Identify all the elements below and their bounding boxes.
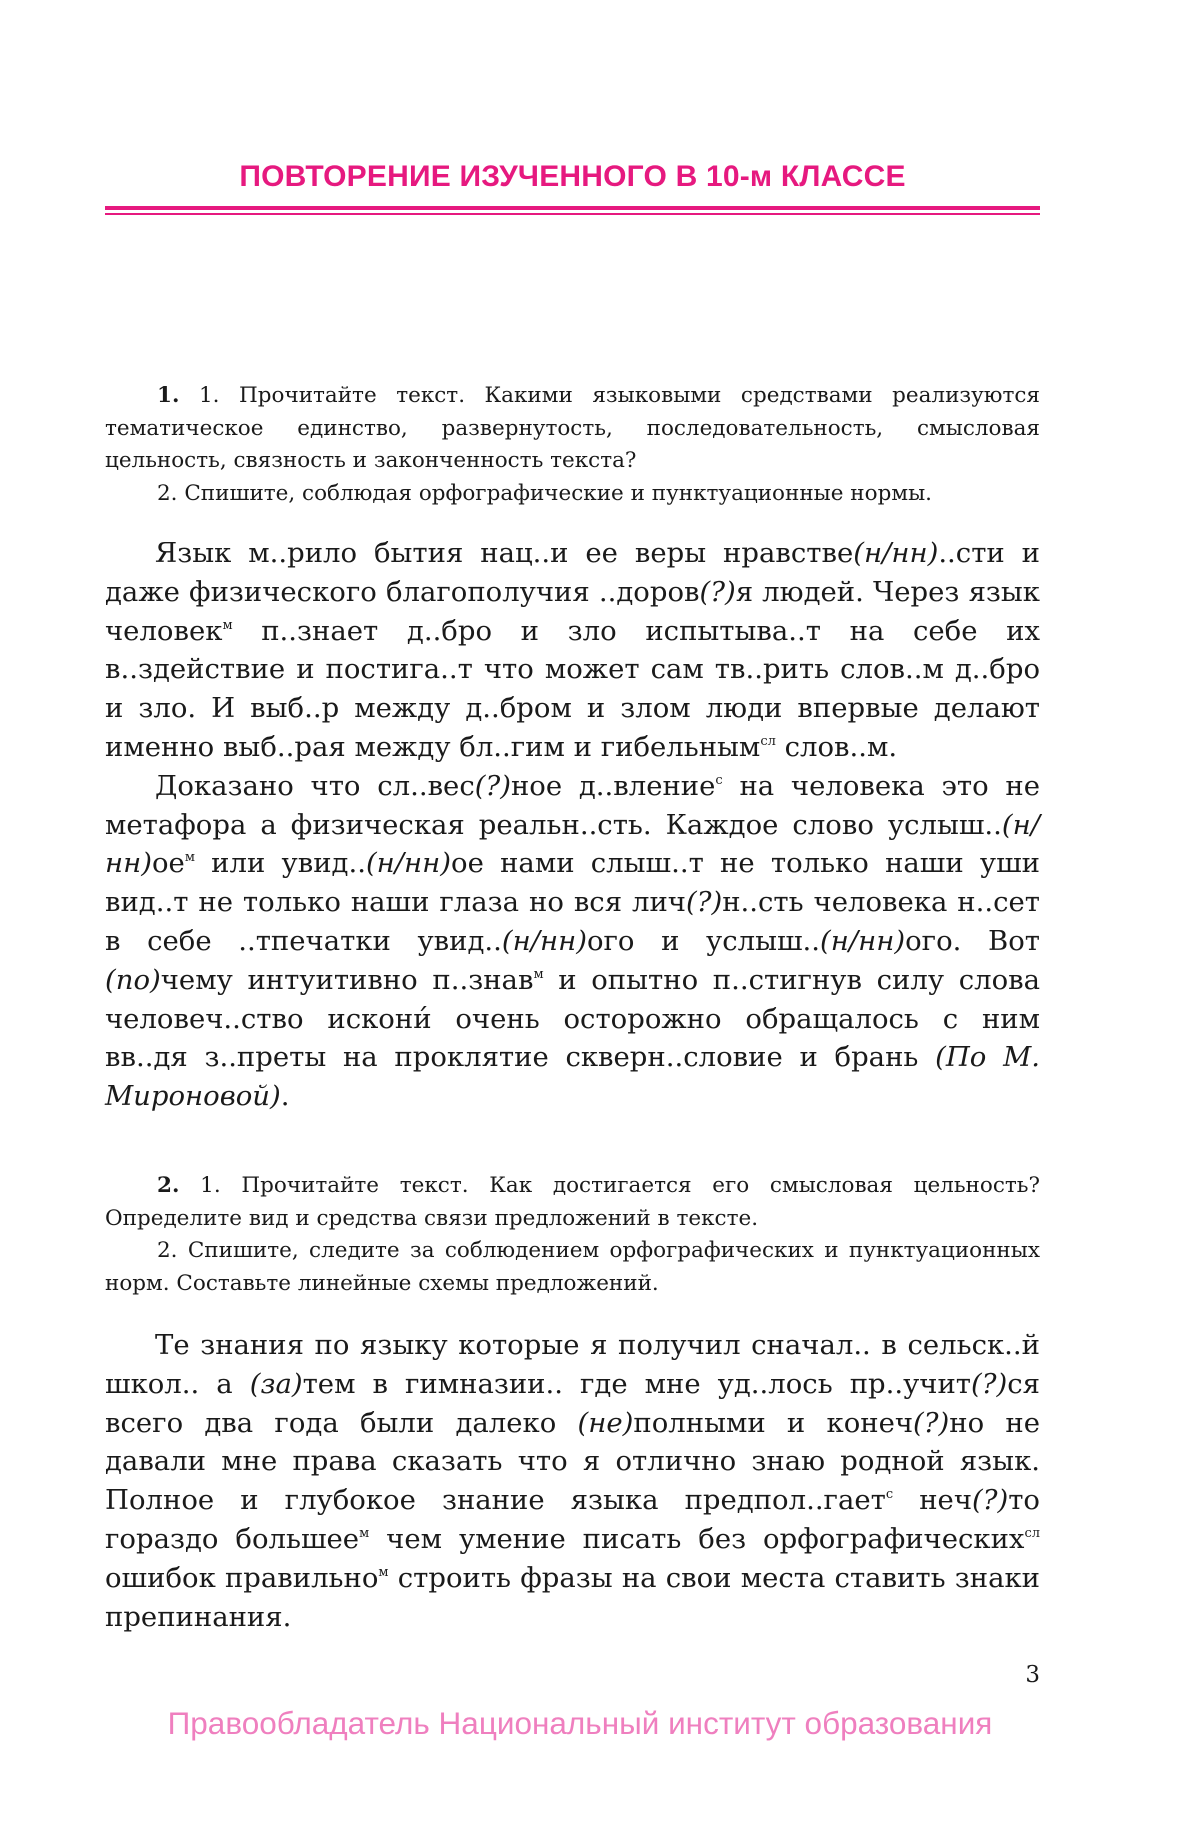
- copyright-footer: Правообладатель Национальный институт образования: [167, 1705, 993, 1741]
- text-run: ого. Вот: [905, 924, 1040, 957]
- italic-hint: (по): [105, 963, 161, 996]
- text-run: полными и конеч: [633, 1406, 914, 1439]
- italic-hint: (за): [249, 1367, 303, 1400]
- text-run: п..знает д..бро и зло испытыва..т на себе их в..здействие и постига..т что может сам тв..рить слов..м д..бро и зло. И выб..р между д..бром и злом люди впервые делают именно выб..рая между бл..гим и гибельным: [105, 614, 1040, 763]
- text-run: то гораздо большее: [105, 1484, 1040, 1555]
- superscript-mark: м: [222, 617, 233, 633]
- text-run: неч: [893, 1484, 973, 1517]
- superscript-mark: м: [533, 966, 544, 982]
- superscript-mark: м: [184, 850, 195, 866]
- exercise-2-task-1: [105, 1170, 1040, 1235]
- exercise-1-number: 1.: [157, 383, 180, 408]
- italic-hint: (н/нн): [501, 924, 587, 957]
- text-run: ..сти и даже физического благополучия ..доров: [105, 537, 1040, 608]
- exercise-1-text: [105, 534, 1040, 1116]
- superscript-mark: с: [885, 1487, 894, 1503]
- exercise-1-task-1: [105, 380, 1040, 478]
- superscript-mark: м: [359, 1525, 370, 1541]
- text-run: чему интуитивно п..знав: [160, 963, 534, 996]
- superscript-mark: с: [715, 772, 723, 788]
- text-run: Те знания по языку которые я получил сначал.. в сельск..й школ.. а: [105, 1329, 1040, 1400]
- italic-hint: (н/нн): [853, 537, 939, 569]
- text-run: или увид..: [194, 847, 366, 880]
- text-run: на человека это не метафора а физическая реальн..сть. Каждое слово услыш..: [105, 769, 1040, 841]
- text-run: ое нами слыш..т не только наши уши вид..т не только наши глаза но вся лич: [105, 847, 1040, 919]
- text-run: чем умение писать без орфографических: [369, 1522, 1025, 1555]
- exercise-1-task-2: 2. Спишите, соблюдая орфографические и пунктуационные нормы.: [157, 480, 933, 506]
- italic-hint: (н/нн): [365, 847, 452, 880]
- italic-hint: (?): [972, 1484, 1009, 1517]
- text-run: ое: [151, 847, 185, 880]
- exercise-2-text: [105, 1326, 1040, 1636]
- superscript-mark: сл: [760, 733, 776, 749]
- title-rule-thin: [105, 213, 1040, 215]
- text-run: Доказано что сл..вес: [155, 769, 475, 802]
- italic-hint: (н/нн): [105, 808, 1040, 880]
- text-run: тем в гимназии.. где мне уд..лось пр..учит: [302, 1367, 972, 1400]
- exercise-1-paragraph-2: [105, 767, 1040, 1116]
- exercise-1-task-1-text: 1. Прочитайте текст. Какими языковыми средствами реализуются тематическое единство, развернутость, последовательность, смысловая цельность, связность и законченность текста?: [105, 383, 1040, 473]
- text-run: и опытно п..стигнув силу слова человеч..ство искони́ очень осторожно обращалось с ним вв..дя з..преты на проклятие скверн..словие и брань: [105, 963, 1040, 1074]
- exercise-2-task-1-text: 1. Прочитайте текст. Как достигается его смысловая цельность? Определите вид и средства связи предложений в тексте.: [105, 1173, 1040, 1231]
- italic-hint: (не): [577, 1406, 634, 1439]
- text-run: .: [280, 1080, 290, 1113]
- title-rule-thick: [105, 206, 1040, 210]
- superscript-mark: м: [378, 1564, 389, 1580]
- italic-hint: (По М. Мироновой): [105, 1041, 1040, 1113]
- exercise-1-paragraph-1: [105, 534, 1040, 767]
- italic-hint: (н/нн): [820, 924, 906, 957]
- text-run: строить фразы на свои места ставить знаки препинания.: [105, 1561, 1040, 1633]
- text-run: ное д..вление: [510, 769, 716, 802]
- exercise-2-task: [105, 1170, 1040, 1300]
- exercise-2-number: 2.: [157, 1173, 180, 1198]
- italic-hint: (?): [913, 1406, 950, 1439]
- text-run: н..сть человека н..сет в себе ..тпечатки увид..: [105, 886, 1040, 957]
- exercise-2-paragraph-1: [105, 1326, 1040, 1636]
- text-run: но не давали мне права сказать что я отлично знаю родной язык. Полное и глубокое знание языка предпол..гает: [105, 1406, 1040, 1517]
- italic-hint: (?): [685, 886, 723, 919]
- exercise-1-task: [105, 380, 1040, 510]
- superscript-mark: сл: [1024, 1525, 1040, 1541]
- text-run: я людей. Через язык человек: [105, 575, 1040, 647]
- text-run: ошибок правильно: [105, 1561, 379, 1594]
- italic-hint: (?): [699, 575, 736, 608]
- italic-hint: (?): [971, 1367, 1008, 1400]
- text-run: ся всего два года были далеко: [105, 1367, 1040, 1439]
- section-title: ПОВТОРЕНИЕ ИЗУЧЕННОГО В 10-м КЛАССЕ: [239, 160, 906, 193]
- page-number: 3: [1025, 1662, 1040, 1688]
- text-run: слов..м.: [775, 730, 898, 763]
- text-run: ого и услыш..: [586, 924, 821, 957]
- text-run: Язык м..рило бытия нац..и ее веры нравстве: [155, 537, 854, 569]
- italic-hint: (?): [474, 769, 511, 802]
- exercise-2-task-2: 2. Спишите, следите за соблюдением орфографических и пунктуационных норм. Составьте линейные схемы предложений.: [105, 1238, 1040, 1296]
